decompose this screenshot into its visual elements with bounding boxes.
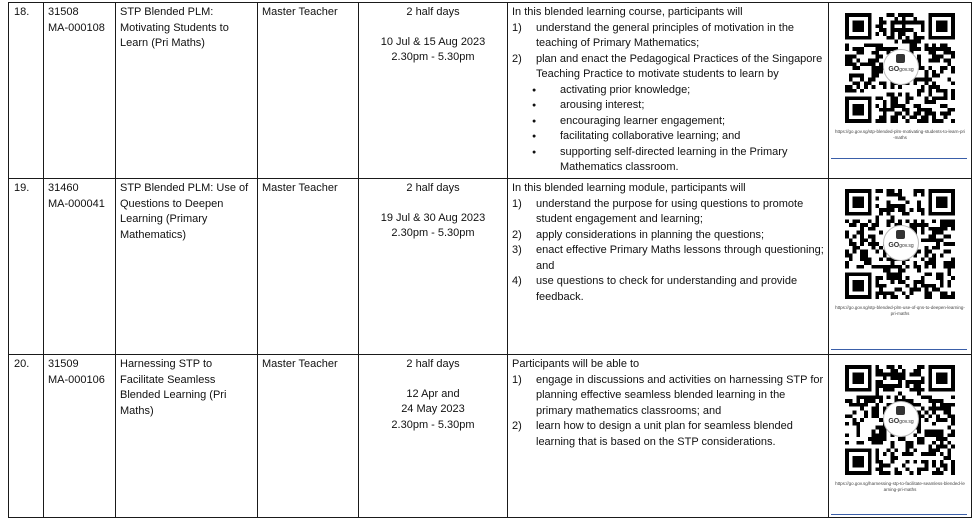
course-table — [8, 2, 972, 518]
qr-url-link[interactable]: https://go.gov.sg/stp-blended-plm-motivating-students-to-learn-pri-maths — [835, 129, 965, 140]
course-code: 31460 — [48, 182, 79, 194]
row-number: 18. — [9, 3, 44, 179]
course-title: STP Blended PLM: Use of Questions to Deepen Learning (Primary Mathematics) — [116, 179, 258, 355]
objective-item — [512, 243, 824, 274]
target-audience: Master Teacher — [258, 179, 359, 355]
sub-objectives-list — [512, 83, 824, 176]
go-gov-logo — [883, 49, 919, 85]
schedule-cell — [359, 179, 508, 355]
course-code: 31509 — [48, 358, 79, 370]
course-ref: MA-000041 — [48, 197, 105, 210]
objectives-intro: In this blended learning module, participants will — [512, 182, 746, 194]
qr-cell — [829, 3, 972, 179]
objectives-cell — [508, 179, 829, 355]
objectives-intro: In this blended learning course, participants will — [512, 6, 743, 18]
target-audience: Master Teacher — [258, 355, 359, 518]
objective-item — [512, 197, 824, 228]
objective-item — [512, 228, 824, 244]
schedule-cell — [359, 355, 508, 518]
objective-number: 4) — [512, 275, 522, 287]
course-ref: MA-000108 — [48, 21, 105, 34]
objective-text: engage in discussions and activities on harnessing STP for planning effective seamless blended learning in the primary mathematics classrooms; and — [536, 373, 824, 417]
course-code-cell — [44, 355, 116, 518]
go-logo-subtext: gov.sg — [899, 243, 914, 249]
objectives-list — [512, 373, 824, 451]
objective-text: understand the general principles of motivation in the teaching of Primary Mathematics; — [536, 21, 795, 49]
course-dates — [363, 387, 503, 434]
sub-objective-item: ● facilitating collaborative learning; and — [558, 129, 824, 145]
time-line: 2.30pm - 5.30pm — [391, 51, 475, 63]
objectives-list — [512, 197, 824, 306]
target-audience: Master Teacher — [258, 3, 359, 179]
sub-objective-item: ● arousing interest; — [558, 98, 824, 114]
objectives-cell — [508, 355, 829, 518]
row-number: 20. — [9, 355, 44, 518]
course-code-cell — [44, 179, 116, 355]
go-logo-subtext: gov.sg — [899, 67, 914, 73]
objective-number: 2) — [512, 420, 522, 432]
objective-number: 2) — [512, 228, 522, 241]
sub-objective-item: ● activating prior knowledge; — [558, 83, 824, 99]
date-line: 19 Jul & 30 Aug 2023 — [380, 211, 486, 224]
time-line: 2.30pm - 5.30pm — [391, 227, 475, 239]
course-title: Harnessing STP to Facilitate Seamless Blended Learning (Pri Maths) — [116, 355, 258, 518]
divider — [831, 158, 967, 159]
objectives-intro: Participants will be able to — [512, 358, 640, 370]
objectives-list — [512, 21, 824, 83]
table-row — [9, 179, 972, 355]
objective-number: 2) — [512, 52, 522, 65]
divider — [831, 349, 967, 350]
date-line: 24 May 2023 — [401, 403, 465, 415]
schedule-cell — [359, 3, 508, 179]
qr-cell — [829, 355, 972, 518]
objective-item — [512, 419, 824, 450]
date-line: 12 Apr and — [406, 387, 460, 400]
go-logo-text: GO — [888, 242, 900, 249]
table-row — [9, 355, 972, 518]
course-code-cell — [44, 3, 116, 179]
qr-code-icon[interactable] — [845, 13, 955, 123]
objective-item — [512, 274, 824, 305]
qr-code-icon[interactable] — [845, 365, 955, 475]
date-line: 10 Jul & 15 Aug 2023 — [380, 35, 486, 48]
objective-item — [512, 52, 824, 83]
qr-url-link[interactable]: https://go.gov.sg/stp-blended-plm-use-of-qns-to-deepen-learning-pri-maths — [835, 305, 965, 316]
sub-objective-item: ● encouraging learner engagement; — [558, 114, 824, 130]
course-title: STP Blended PLM: Motivating Students to Learn (Pri Maths) — [116, 3, 258, 179]
table-row — [9, 3, 972, 179]
objective-number: 3) — [512, 244, 522, 256]
qr-code-icon[interactable] — [845, 189, 955, 299]
course-code: 31508 — [48, 6, 79, 18]
duration: 2 half days — [406, 358, 460, 370]
go-gov-logo — [883, 401, 919, 437]
duration: 2 half days — [406, 6, 460, 18]
objective-number: 1) — [512, 197, 522, 210]
qr-cell — [829, 179, 972, 355]
objective-text: plan and enact the Pedagogical Practices of the Singapore Teaching Practice to motivate students to learn by — [536, 52, 823, 80]
course-ref: MA-000106 — [48, 373, 105, 386]
objective-text: use questions to check for understanding and provide feedback. — [536, 275, 798, 303]
objectives-cell — [508, 3, 829, 179]
go-logo-subtext: gov.sg — [899, 419, 914, 425]
qr-url-link[interactable]: https://go.gov.sg/harnessing-stp-to-facilitate-seamless-blended-learning-pri-maths — [835, 481, 965, 492]
duration: 2 half days — [406, 182, 460, 194]
objective-number: 1) — [512, 373, 522, 386]
time-line: 2.30pm - 5.30pm — [391, 418, 475, 431]
objective-text: apply considerations in planning the questions; — [536, 228, 765, 241]
course-dates — [363, 35, 503, 66]
objective-text: enact effective Primary Maths lessons through questioning; and — [536, 244, 824, 272]
objective-item — [512, 373, 824, 420]
go-logo-text: GO — [888, 418, 900, 425]
divider — [831, 514, 967, 515]
objective-item — [512, 21, 824, 52]
objective-text: learn how to design a unit plan for seamless blended learning that is based on the STP considerations. — [536, 420, 793, 448]
sub-objective-item: ● supporting self-directed learning in the Primary Mathematics classroom. — [558, 145, 824, 176]
go-logo-text: GO — [888, 66, 900, 73]
course-dates — [363, 211, 503, 242]
go-gov-logo — [883, 225, 919, 261]
objective-text: understand the purpose for using questions to promote student engagement and learning; — [536, 197, 804, 225]
objective-number: 1) — [512, 21, 522, 34]
row-number: 19. — [9, 179, 44, 355]
